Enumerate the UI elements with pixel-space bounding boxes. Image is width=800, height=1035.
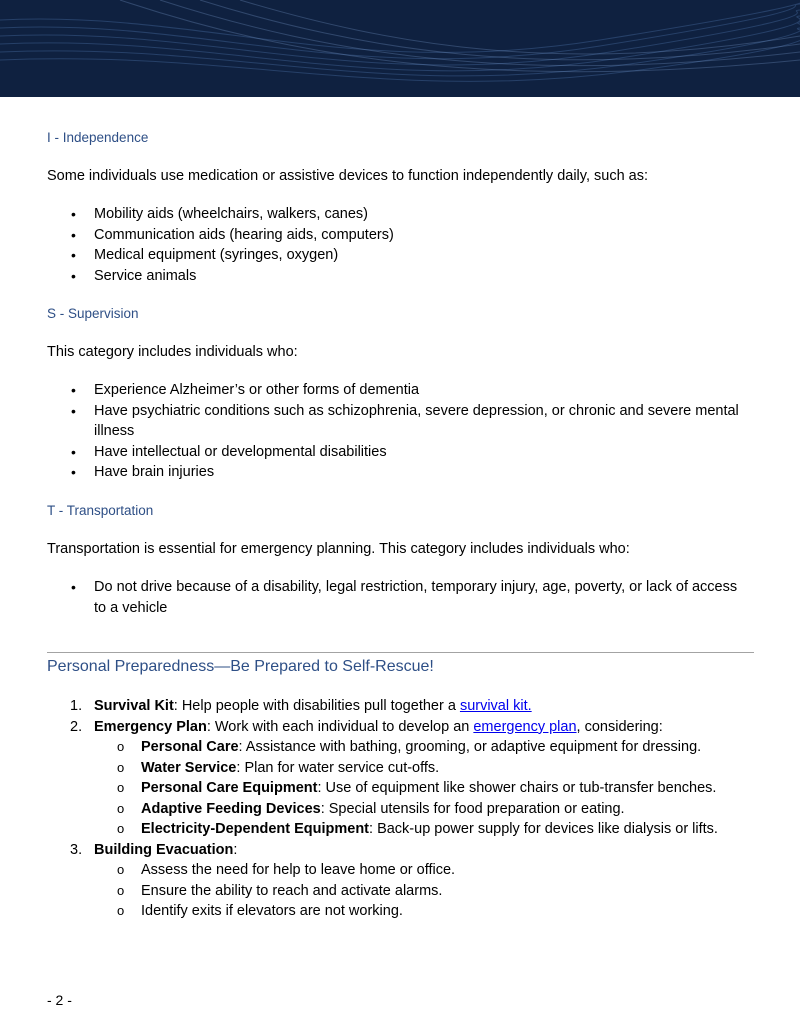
independence-list — [94, 204, 744, 286]
list-item-survival-kit — [70, 696, 744, 717]
list-item: • Medical equipment (syringes, oxygen) — [94, 245, 744, 266]
list-item: • Communication aids (hearing aids, computers) — [94, 225, 744, 246]
item-label: Survival Kit — [94, 698, 174, 714]
item-text: : Help people with disabilities pull together a — [173, 698, 460, 714]
sublist-item: o Ensure the ability to reach and activate alarms. — [141, 881, 744, 902]
emergency-plan-link[interactable]: emergency plan — [473, 718, 577, 735]
list-item: • Have brain injuries — [94, 462, 744, 483]
item-label: Emergency Plan — [94, 718, 207, 735]
list-item: • Have psychiatric conditions such as schizophrenia, severe depression, or chronic and severe mental illness — [94, 401, 744, 442]
page-number: - 2 - — [47, 992, 72, 1008]
transportation-intro: Transportation is essential for emergency planning. This category includes individuals who: — [47, 541, 630, 557]
supervision-list — [94, 380, 744, 483]
list-item: • Service animals — [94, 266, 744, 287]
sub-label: Water Service — [141, 759, 237, 776]
item-text: : — [233, 841, 238, 858]
sublist-item — [141, 778, 744, 799]
sub-text: : Plan for water service cut-offs. — [236, 759, 440, 776]
sublist-item: o Assess the need for help to leave home or office. — [141, 860, 744, 881]
sub-label: Adaptive Feeding Devices — [141, 800, 321, 817]
item-text: : Work with each individual to develop an — [206, 718, 474, 735]
survival-kit-link[interactable]: survival kit. — [459, 698, 532, 714]
preparedness-heading: Personal Preparedness—Be Prepared to Self-Rescue! — [47, 658, 434, 675]
list-item-emergency-plan — [70, 717, 744, 840]
evacuation-sublist — [94, 860, 744, 922]
sublist-item — [141, 758, 744, 779]
item-label: Building Evacuation — [94, 841, 234, 858]
item-text: , considering: — [576, 718, 663, 735]
list-item-building-evacuation — [70, 840, 744, 922]
independence-intro: Some individuals use medication or assistive devices to function independently daily, such as: — [47, 168, 649, 184]
sublist-item — [141, 799, 744, 820]
list-item: • Do not drive because of a disability, legal restriction, temporary injury, age, poverty, or lack of access to a vehicle — [94, 577, 744, 618]
sub-label: Personal Care — [141, 739, 239, 755]
list-item: • Mobility aids (wheelchairs, walkers, canes) — [94, 204, 744, 225]
sub-text: : Use of equipment like shower chairs or tub-transfer benches. — [317, 780, 717, 796]
section-heading-transportation: T - Transportation — [47, 503, 154, 518]
preparedness-list — [70, 696, 744, 922]
list-item: • Experience Alzheimer’s or other forms of dementia — [94, 380, 744, 401]
sub-text: : Back-up power supply for devices like dialysis or lifts. — [369, 821, 718, 837]
list-number: 1. — [70, 698, 83, 714]
supervision-intro: This category includes individuals who: — [47, 344, 298, 360]
header-banner — [0, 0, 800, 97]
sub-text: : Assistance with bathing, grooming, or adaptive equipment for dressing. — [238, 739, 702, 755]
sub-label: Electricity-Dependent Equipment — [141, 821, 370, 837]
section-heading-supervision: S - Supervision — [47, 306, 139, 321]
emergency-plan-sublist — [94, 737, 744, 840]
wave-graphic — [0, 0, 800, 97]
sublist-item: o Identify exits if elevators are not working. — [141, 901, 744, 922]
list-item: • Have intellectual or developmental disabilities — [94, 442, 744, 463]
list-number: 2. — [70, 718, 83, 735]
sub-text: : Special utensils for food preparation or eating. — [320, 800, 625, 817]
section-heading-independence: I - Independence — [47, 130, 149, 145]
sublist-item — [141, 819, 744, 840]
sublist-item — [141, 737, 744, 758]
transportation-list — [94, 577, 744, 618]
list-number: 3. — [70, 841, 83, 858]
section-divider — [47, 652, 754, 653]
sub-label: Personal Care Equipment — [141, 780, 318, 796]
